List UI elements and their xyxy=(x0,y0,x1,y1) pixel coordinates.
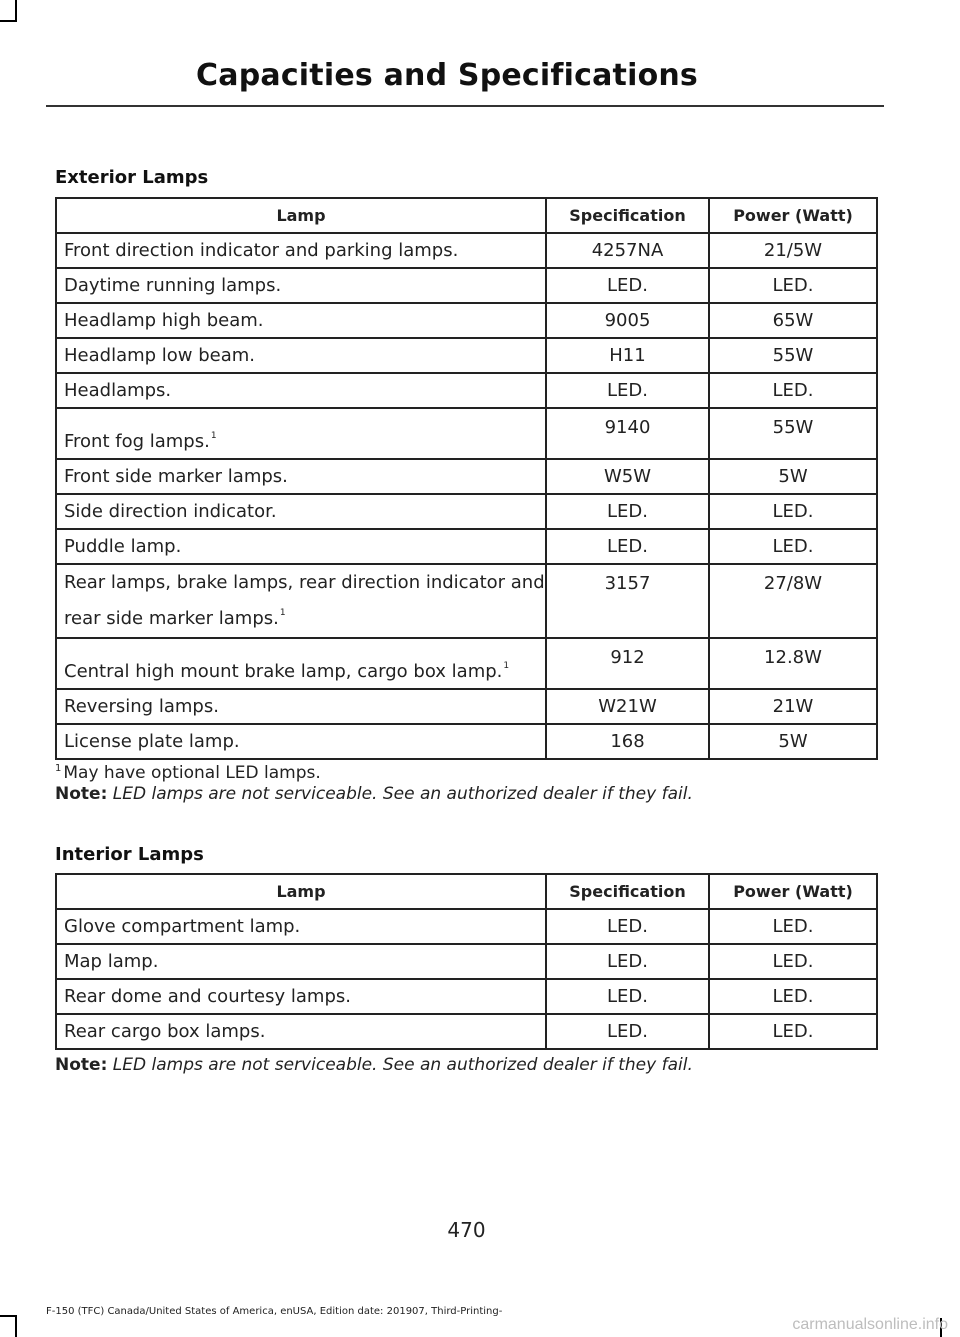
table-row xyxy=(56,459,877,494)
cell-specification: 912 xyxy=(546,638,709,689)
cell-specification: LED. xyxy=(546,373,709,408)
header-specification: Specification xyxy=(546,874,709,909)
cell-power: 21/5W xyxy=(709,233,877,268)
footnote-mark: 1 xyxy=(55,763,62,774)
interior-lamps-heading: Interior Lamps xyxy=(55,844,204,865)
header-lamp: Lamp xyxy=(56,874,546,909)
cell-power: LED. xyxy=(709,944,877,979)
lamp-name: Puddle lamp. xyxy=(64,536,182,557)
lamp-name: Rear cargo box lamps. xyxy=(64,1021,266,1042)
cell-specification: LED. xyxy=(546,909,709,944)
cell-lamp xyxy=(56,338,546,373)
cell-lamp xyxy=(56,459,546,494)
header-lamp: Lamp xyxy=(56,198,546,233)
cell-specification: W5W xyxy=(546,459,709,494)
table-row xyxy=(56,638,877,689)
table-row xyxy=(56,979,877,1014)
cell-specification: LED. xyxy=(546,268,709,303)
cell-power: LED. xyxy=(709,494,877,529)
cell-power: 65W xyxy=(709,303,877,338)
cell-specification: 9005 xyxy=(546,303,709,338)
lamp-name: Reversing lamps. xyxy=(64,696,219,717)
cell-specification: LED. xyxy=(546,529,709,564)
cell-power: 21W xyxy=(709,689,877,724)
note-label: Note: xyxy=(55,784,108,804)
page-number: 470 xyxy=(447,1218,486,1242)
footnote-text: May have optional LED lamps. xyxy=(63,763,321,783)
crop-mark-bottom-left-horizontal xyxy=(0,1315,17,1317)
watermark-logo: carmanualsonline.info xyxy=(792,1316,948,1333)
lamp-name: Side direction indicator. xyxy=(64,501,277,522)
table-row xyxy=(56,373,877,408)
cell-specification: H11 xyxy=(546,338,709,373)
table-row xyxy=(56,689,877,724)
cell-lamp xyxy=(56,373,546,408)
header-specification: Specification xyxy=(546,198,709,233)
cell-lamp xyxy=(56,564,546,638)
lamp-name: Central high mount brake lamp, cargo box lamp. xyxy=(64,661,503,682)
lamp-name: Glove compartment lamp. xyxy=(64,916,301,937)
crop-mark-bottom-left-vertical xyxy=(15,1315,17,1337)
lamp-name: Headlamp low beam. xyxy=(64,345,256,366)
cell-power: LED. xyxy=(709,373,877,408)
table-row xyxy=(56,564,877,638)
cell-lamp xyxy=(56,909,546,944)
lamp-name: Daytime running lamps. xyxy=(64,275,282,296)
table-row xyxy=(56,724,877,759)
table-row xyxy=(56,268,877,303)
cell-lamp xyxy=(56,724,546,759)
table-row xyxy=(56,1014,877,1049)
table-header-row xyxy=(56,874,877,909)
table-row xyxy=(56,303,877,338)
table-row xyxy=(56,944,877,979)
table-row xyxy=(56,233,877,268)
cell-power: 55W xyxy=(709,338,877,373)
cell-lamp xyxy=(56,979,546,1014)
title-rule xyxy=(46,105,884,107)
footnote-ref: 1 xyxy=(210,431,217,441)
cell-power: 5W xyxy=(709,724,877,759)
cell-specification: LED. xyxy=(546,494,709,529)
exterior-lamps-table xyxy=(55,197,878,760)
cell-specification: 9140 xyxy=(546,408,709,459)
edition-line: F-150 (TFC) Canada/United States of America, enUSA, Edition date: 201907, Third-Printing- xyxy=(46,1306,503,1317)
lamp-name: Rear lamps, brake lamps, rear direction indicator and rear side marker lamps. xyxy=(64,572,545,629)
cell-lamp xyxy=(56,638,546,689)
cell-power: LED. xyxy=(709,1014,877,1049)
page-title: Capacities and Specifications xyxy=(196,58,698,93)
cell-lamp xyxy=(56,529,546,564)
table-row xyxy=(56,909,877,944)
crop-mark-top-left-vertical xyxy=(15,0,17,21)
cell-lamp xyxy=(56,408,546,459)
note-text: LED lamps are not serviceable. See an authorized dealer if they fail. xyxy=(112,1055,693,1075)
lamp-name: License plate lamp. xyxy=(64,731,240,752)
cell-power: 12.8W xyxy=(709,638,877,689)
footnote xyxy=(55,763,321,783)
lamp-name: Headlamp high beam. xyxy=(64,310,264,331)
cell-lamp xyxy=(56,1014,546,1049)
cell-power: 27/8W xyxy=(709,564,877,638)
note-label: Note: xyxy=(55,1055,108,1075)
cell-power: 55W xyxy=(709,408,877,459)
cell-lamp xyxy=(56,233,546,268)
cell-specification: W21W xyxy=(546,689,709,724)
lamp-name: Headlamps. xyxy=(64,380,172,401)
table-row xyxy=(56,494,877,529)
table-row xyxy=(56,338,877,373)
lamp-name: Rear dome and courtesy lamps. xyxy=(64,986,351,1007)
exterior-lamps-heading: Exterior Lamps xyxy=(55,167,209,188)
table-row xyxy=(56,529,877,564)
header-power: Power (Watt) xyxy=(709,198,877,233)
cell-power: LED. xyxy=(709,529,877,564)
lamp-name: Map lamp. xyxy=(64,951,159,972)
interior-lamps-table xyxy=(55,873,878,1050)
cell-specification: 168 xyxy=(546,724,709,759)
lamp-name: Front fog lamps. xyxy=(64,431,210,452)
cell-power: LED. xyxy=(709,909,877,944)
exterior-note xyxy=(55,784,693,804)
crop-mark-top-left-horizontal xyxy=(0,20,17,22)
cell-specification: 3157 xyxy=(546,564,709,638)
cell-specification: LED. xyxy=(546,979,709,1014)
cell-specification: 4257NA xyxy=(546,233,709,268)
interior-note xyxy=(55,1055,693,1075)
cell-specification: LED. xyxy=(546,1014,709,1049)
lamp-name: Front direction indicator and parking lamps. xyxy=(64,240,459,261)
header-power: Power (Watt) xyxy=(709,874,877,909)
note-text: LED lamps are not serviceable. See an authorized dealer if they fail. xyxy=(112,784,693,804)
table-row xyxy=(56,408,877,459)
cell-power: LED. xyxy=(709,268,877,303)
footnote-ref: 1 xyxy=(279,608,286,618)
cell-lamp xyxy=(56,303,546,338)
cell-lamp xyxy=(56,494,546,529)
table-header-row xyxy=(56,198,877,233)
cell-power: 5W xyxy=(709,459,877,494)
cell-specification: LED. xyxy=(546,944,709,979)
footnote-ref: 1 xyxy=(503,661,510,671)
cell-lamp xyxy=(56,268,546,303)
lamp-name: Front side marker lamps. xyxy=(64,466,288,487)
cell-lamp xyxy=(56,689,546,724)
cell-lamp xyxy=(56,944,546,979)
cell-power: LED. xyxy=(709,979,877,1014)
